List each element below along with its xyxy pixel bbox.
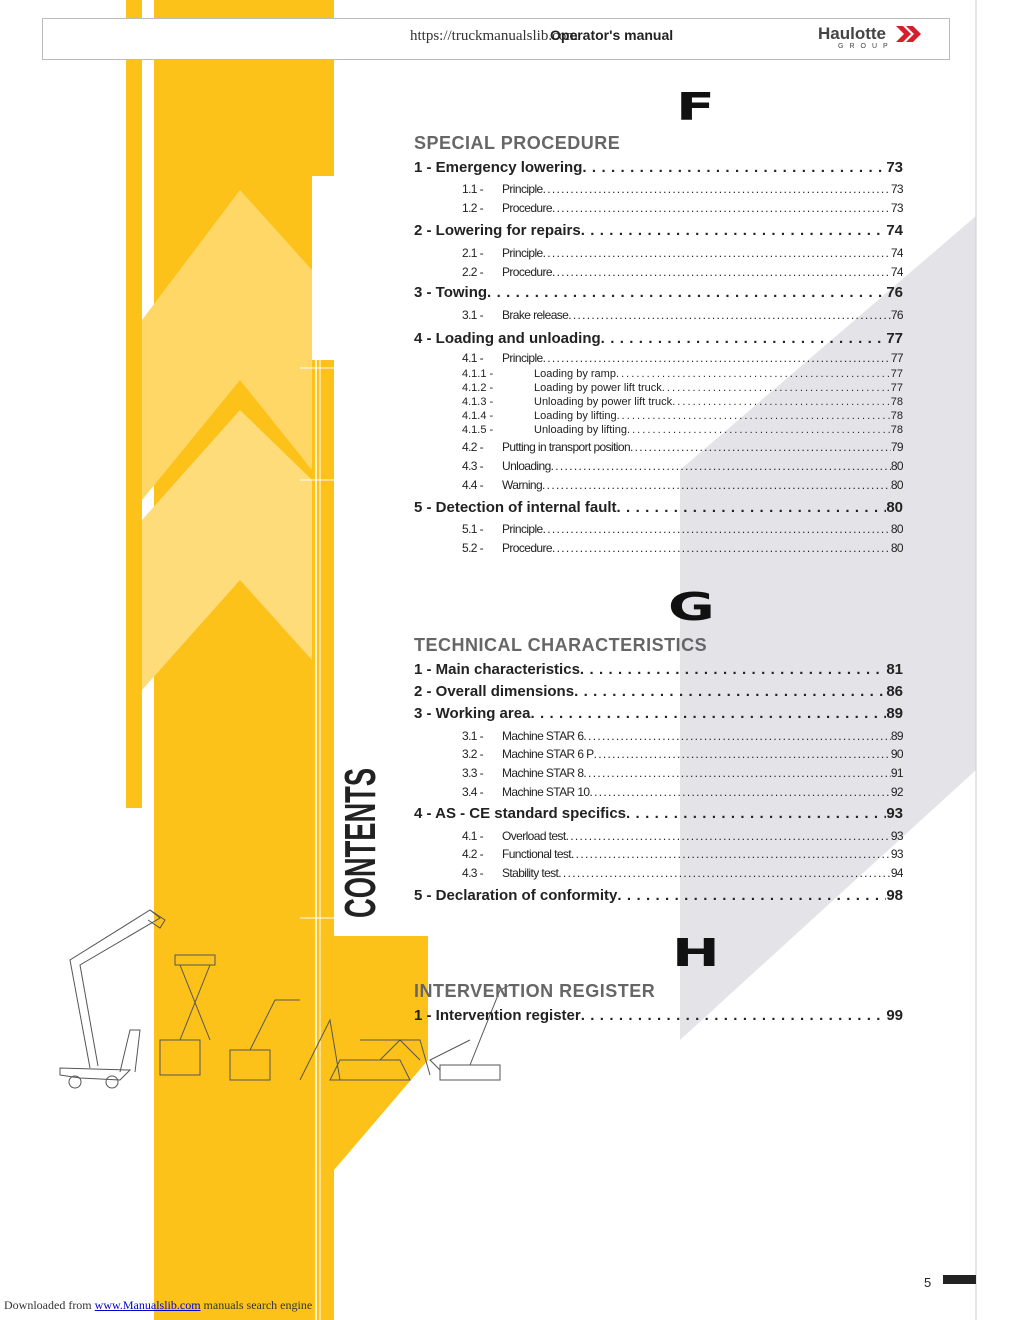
toc-entry-number: 4.1.4 - [462,410,494,422]
toc-entry[interactable] [462,785,903,799]
toc-entry-label: Principle [502,351,543,365]
toc-entry-number: 3.2 - [462,747,484,761]
toc-entry-number: 3.4 - [462,785,484,799]
toc-leader-dots [543,246,891,260]
toc-leader-dots [552,265,891,279]
toc-entry-page: 91 [890,766,903,780]
toc-leader-dots [558,866,891,880]
toc-entry-label: 3 - Towing [414,284,488,301]
toc-entry-number: 1.1 - [462,182,484,196]
toc-entry[interactable] [414,284,903,301]
toc-entry-page: 73 [886,159,903,176]
toc-leader-dots [616,368,891,380]
toc-entry-page: 99 [886,1007,903,1024]
toc-entry-label: Machine STAR 6 [502,729,584,743]
toc-entry[interactable] [462,866,903,880]
toc-entry-page: 77 [890,351,903,365]
toc-entry[interactable] [414,661,903,678]
manual-title: Operator's manual [550,27,674,43]
brand-logo-text: Haulotte [818,24,886,43]
toc-entry-page: 78 [890,396,903,408]
toc-entry-page: 80 [890,522,903,536]
toc-entry-number: 4.1.1 - [462,368,494,380]
toc-entry-page: 77 [890,382,903,394]
page-number-bar [943,1275,976,1284]
toc-entry[interactable] [414,887,903,904]
toc-entry[interactable] [462,829,903,843]
toc-entry-label: Brake release [502,308,569,322]
toc-entry[interactable] [462,182,903,196]
toc-entry-page: 80 [886,499,903,516]
toc-entry[interactable] [414,330,903,347]
section-letter: G [668,585,715,629]
toc-entry-label: Machine STAR 8 [502,766,584,780]
toc-entry-page: 81 [886,661,903,678]
toc-entry-label: 1 - Intervention register [414,1007,581,1024]
toc-leader-dots [601,330,887,347]
toc-entry[interactable] [462,308,903,322]
toc-entry-page: 74 [886,222,903,239]
page-number: 5 [924,1275,932,1290]
toc-leader-dots [580,661,886,678]
footer-suffix: manuals search engine [203,1298,313,1312]
toc-leader-dots [552,541,891,555]
toc-entry-label: 2 - Lowering for repairs [414,222,581,239]
toc-leader-dots [566,829,891,843]
toc-entry-label: 5 - Detection of internal fault [414,499,617,516]
toc-entry-number: 5.2 - [462,541,484,555]
toc-entry-label: 4 - Loading and unloading [414,330,601,347]
toc-leader-dots [487,284,886,301]
toc-entry-page: 89 [886,705,903,722]
contents-vertical-title: CONTENTS [336,767,385,918]
toc-entry-label: Unloading by power lift truck [534,396,673,408]
toc-entry-page: 73 [890,182,903,196]
toc-entry-label: Warning [502,478,543,492]
toc-entry-page: 76 [890,308,903,322]
toc-leader-dots [581,1007,887,1024]
brand-group-text: GROUP [838,43,894,50]
toc-entry-number: 4.1.3 - [462,396,494,408]
toc-entry[interactable] [462,541,903,555]
header-url: https://truckmanualslib.com [410,28,578,44]
toc-entry-page: 80 [890,541,903,555]
toc-leader-dots [617,887,886,904]
toc-entry[interactable] [462,459,903,473]
toc-entry-page: 92 [890,785,903,799]
toc-leader-dots [617,499,887,516]
toc-entry[interactable] [414,159,903,176]
toc-entry-label: Principle [502,246,543,260]
toc-leader-dots [551,459,891,473]
toc-entry-page: 74 [890,246,903,260]
toc-leader-dots [568,308,891,322]
section-letter: H [672,931,720,975]
toc-entry-label: Loading by lifting [534,410,617,422]
toc-entry-number: 4.3 - [462,459,484,473]
toc-entry[interactable] [462,396,903,408]
toc-entry[interactable] [414,805,903,822]
toc-entry-label: Machine STAR 6 P [502,747,594,761]
toc-entry-number: 4.4 - [462,478,484,492]
toc-entry-number: 4.1.5 - [462,424,494,436]
toc-entry-label: Loading by power lift truck [534,382,662,394]
toc-entry-page: 94 [890,866,903,880]
toc-entry[interactable] [414,222,903,239]
toc-entry-page: 90 [890,747,903,761]
toc-entry[interactable] [414,1007,903,1024]
toc-entry[interactable] [462,201,903,215]
toc-entry-number: 2.2 - [462,265,484,279]
toc-entry-label: 2 - Overall dimensions [414,683,575,700]
toc-leader-dots [543,351,891,365]
toc-entry-page: 80 [890,478,903,492]
toc-entry-number: 4.2 - [462,440,484,454]
toc-entry[interactable] [462,729,903,743]
toc-leader-dots [662,382,891,394]
toc-entry-label: 5 - Declaration of conformity [414,887,618,904]
toc-entry[interactable] [462,847,903,861]
toc-entry-page: 93 [890,847,903,861]
toc-leader-dots [530,705,886,722]
toc-entry-number: 1.2 - [462,201,484,215]
toc-entry-page: 77 [886,330,903,347]
toc-entry-label: Stability test [502,866,559,880]
toc-entry-number: 4.1 - [462,829,484,843]
toc-entry[interactable] [462,265,903,279]
toc-entry[interactable] [462,368,903,380]
toc-entry[interactable] [462,410,903,422]
toc-entry[interactable] [462,766,903,780]
toc-leader-dots [627,424,891,436]
toc-entry-number: 5.1 - [462,522,484,536]
toc-entry-label: Procedure [502,541,552,555]
section-title: INTERVENTION REGISTER [414,981,656,1001]
toc-entry[interactable] [462,246,903,260]
toc-leader-dots [571,847,891,861]
toc-leader-dots [583,729,890,743]
toc-entry-page: 73 [890,201,903,215]
footer-prefix: Downloaded from [4,1298,92,1312]
toc-leader-dots [552,201,891,215]
toc-leader-dots [617,410,891,422]
toc-entry[interactable] [462,478,903,492]
toc-entry-page: 80 [890,459,903,473]
toc-entry-number: 3.1 - [462,308,484,322]
toc-entry[interactable] [462,440,903,454]
toc-leader-dots [590,785,891,799]
toc-entry-page: 78 [890,410,903,422]
section-letter: F [676,85,715,129]
toc-entry-label: Machine STAR 10 [502,785,590,799]
toc-entry-page: 93 [890,829,903,843]
toc-leader-dots [626,805,886,822]
toc-entry-label: Unloading by lifting [534,424,627,436]
toc-leader-dots [543,522,891,536]
toc-entry[interactable] [462,747,903,761]
toc-leader-dots [583,766,890,780]
toc-entry-label: Overload test [502,829,566,843]
toc-entry-label: Loading by ramp [534,368,616,380]
toc-entry-label: 3 - Working area [414,705,531,722]
toc-entry-label: 1 - Emergency lowering [414,159,583,176]
toc-entry-number: 4.1 - [462,351,484,365]
toc-entry-label: Functional test [502,847,572,861]
toc-entry-page: 93 [886,805,903,822]
toc-entry-label: 1 - Main characteristics [414,661,580,678]
toc-entry-page: 89 [890,729,903,743]
toc-entry[interactable] [462,424,903,436]
toc-entry-page: 78 [890,424,903,436]
toc-entry-label: Unloading [502,459,551,473]
toc-leader-dots [582,159,886,176]
toc-entry-label: Procedure [502,265,552,279]
section-title: TECHNICAL CHARACTERISTICS [414,635,708,655]
manualslib-link[interactable]: www.Manualslib.com [94,1298,201,1312]
toc-entry-page: 79 [890,440,903,454]
download-footer [4,1298,312,1313]
toc-entry-number: 3.1 - [462,729,484,743]
toc-entry-label: Principle [502,522,543,536]
toc-entry[interactable] [414,683,903,700]
toc-leader-dots [543,182,891,196]
toc-leader-dots [574,683,886,700]
toc-entry-label: Procedure [502,201,552,215]
brand-chevron-icon [896,24,922,44]
toc-leader-dots [630,440,891,454]
toc-entry-label: Putting in transport position [502,440,631,454]
section-title: SPECIAL PROCEDURE [414,133,621,153]
toc-entry-label: Principle [502,182,543,196]
toc-entry-page: 86 [886,683,903,700]
toc-entry-page: 76 [886,284,903,301]
toc-entry-page: 98 [886,887,903,904]
toc-entry-page: 74 [890,265,903,279]
toc-entry[interactable] [462,382,903,394]
toc-entry-label: 4 - AS - CE standard specifics [414,805,627,822]
toc-leader-dots [594,747,891,761]
toc-leader-dots [672,396,891,408]
toc-entry-number: 4.1.2 - [462,382,494,394]
toc-entry[interactable] [462,351,903,365]
toc-entry-number: 4.3 - [462,866,484,880]
toc-entry[interactable] [414,705,903,722]
toc-entry-page: 77 [890,368,903,380]
toc-entry-number: 2.1 - [462,246,484,260]
toc-entry[interactable] [462,522,903,536]
toc-entry[interactable] [414,499,903,516]
toc-leader-dots [542,478,891,492]
toc-entry-number: 4.2 - [462,847,484,861]
toc-leader-dots [581,222,887,239]
toc-entry-number: 3.3 - [462,766,484,780]
